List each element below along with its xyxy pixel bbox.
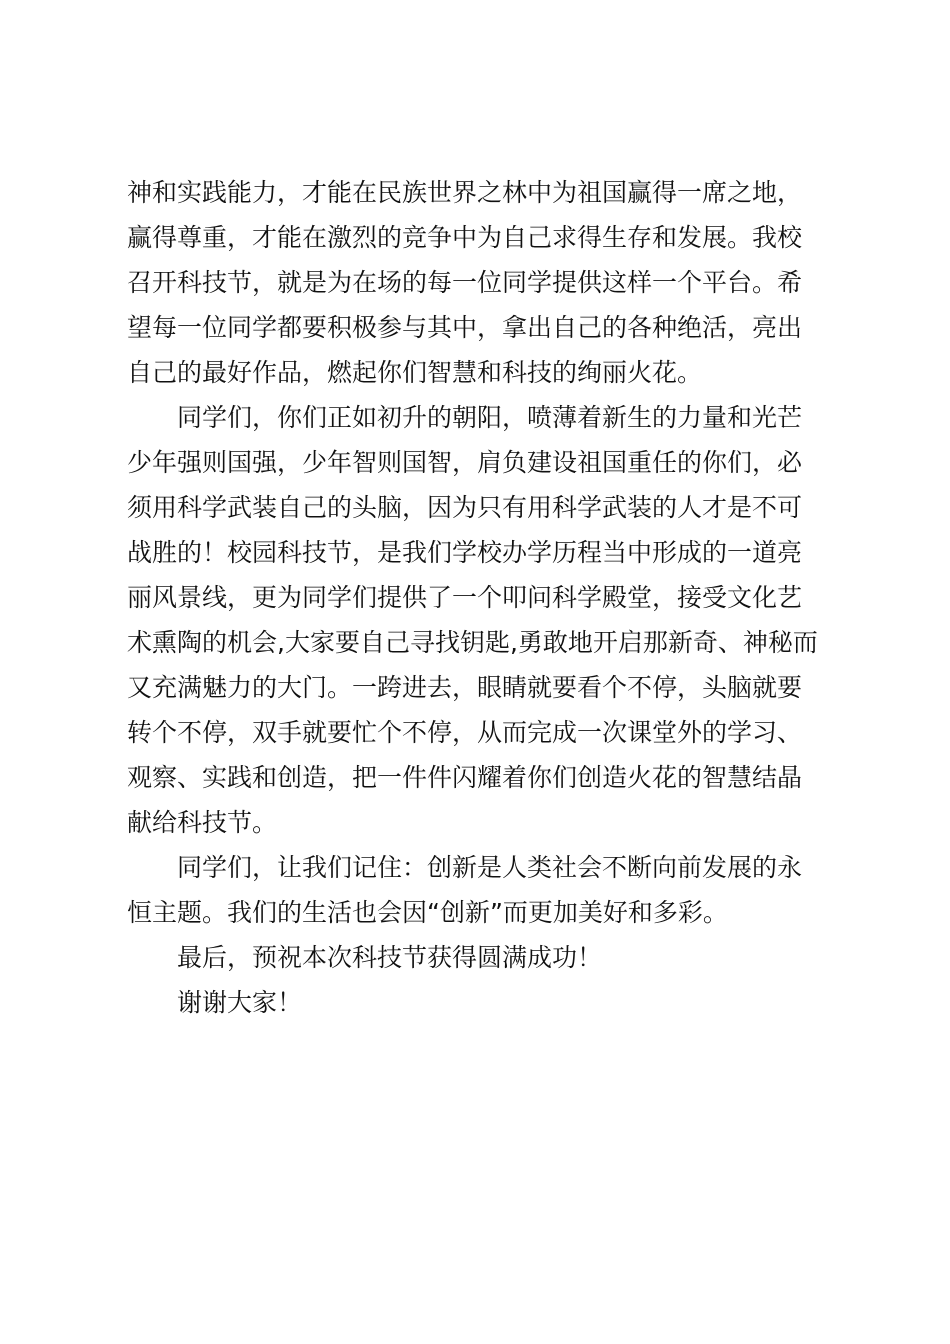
text-line: 同学们，你们正如初升的朝阳，喷薄着新生的力量和光芒 — [177, 403, 803, 432]
text-line: 望每一位同学都要积极参与其中，拿出自己的各种绝活，亮出 — [127, 313, 803, 342]
text-line: 观察、实践和创造，把一件件闪耀着你们创造火花的智慧结晶 — [127, 763, 803, 792]
text-line: 须用科学武装自己的头脑，因为只有用科学武装的人才是不可 — [127, 493, 803, 522]
text-line: 召开科技节，就是为在场的每一位同学提供这样一个平台。希 — [127, 268, 803, 297]
text-line: 赢得尊重，才能在激烈的竞争中为自己求得生存和发展。我校 — [127, 223, 803, 252]
text-line: 又充满魅力的大门。一跨进去，眼睛就要看个不停，头脑就要 — [127, 673, 803, 702]
text-line: 同学们，让我们记住：创新是人类社会不断向前发展的永 — [177, 853, 803, 882]
text-line: 自己的最好作品，燃起你们智慧和科技的绚丽火花。 — [127, 358, 703, 387]
text-line: 恒主题。我们的生活也会因“创新”而更加美好和多彩。 — [127, 898, 728, 927]
text-line: 谢谢大家！ — [177, 988, 303, 1017]
text-line: 丽风景线，更为同学们提供了一个叩问科学殿堂，接受文化艺 — [127, 583, 803, 612]
speech-body — [127, 170, 837, 1025]
text-line: 神和实践能力，才能在民族世界之林中为祖国赢得一席之地， — [127, 178, 803, 207]
text-line: 少年强则国强，少年智则国智，肩负建设祖国重任的你们，必 — [127, 448, 803, 477]
text-line: 术熏陶的机会,大家要自己寻找钥匙,勇敢地开启那新奇、神秘而 — [127, 628, 818, 657]
text-line: 最后，预祝本次科技节获得圆满成功！ — [177, 943, 603, 972]
text-line: 战胜的！校园科技节，是我们学校办学历程当中形成的一道亮 — [127, 538, 803, 567]
text-line: 献给科技节。 — [127, 808, 278, 837]
text-line: 转个不停，双手就要忙个不停，从而完成一次课堂外的学习、 — [127, 718, 803, 747]
